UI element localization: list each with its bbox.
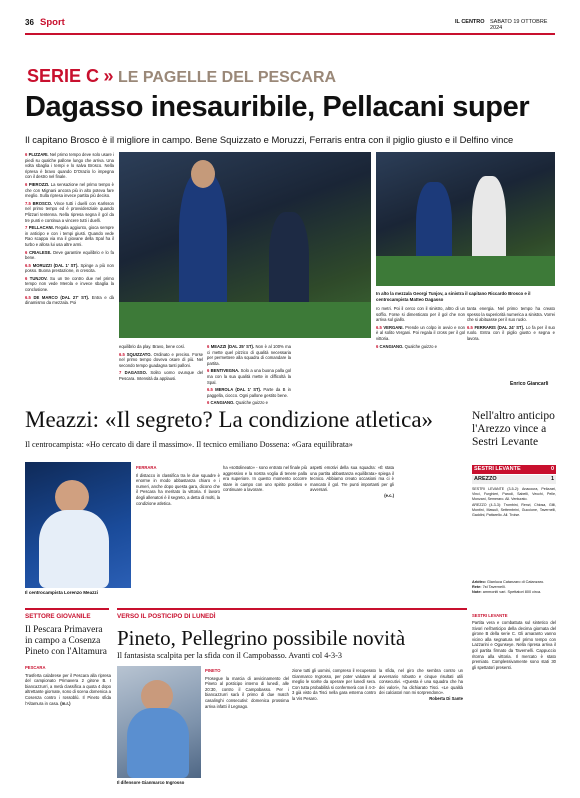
rating-grade: 6.5	[467, 324, 475, 330]
photo-ingrosso	[117, 666, 201, 778]
rating-grade: 6	[25, 275, 30, 281]
bottom-main-photo-caption: Il difensore Gianmarco Ingrosso	[117, 780, 185, 785]
score-row-away	[472, 475, 556, 484]
rating-player-name: FERRARIS (DAL 24' ST).	[474, 324, 526, 330]
rating-entry	[25, 295, 114, 306]
reti-value: 7st Tavernelli.	[482, 585, 506, 589]
rating-entry	[376, 344, 465, 350]
rating-entry	[207, 368, 291, 385]
rating-text: tanta energia. Nel primo tempo ha creato spesso la superiorità numerica a sinistra. Vorrei che si abituasse per il suo ruolo.	[467, 306, 555, 323]
rating-grade: 6.5	[25, 262, 33, 268]
photo-caption-top: In alto la mezzala Georgi Tunjov, a sinistra il capitano Riccardo Brosco e il centrocampista Matteo Dagasso	[376, 291, 531, 302]
kicker-separator: »	[103, 66, 114, 86]
rating-text: Lo fa per il suo ruolo. Entra con il piglio giusto e segna e lavora.	[467, 324, 556, 341]
rating-player-name: DAGASSO.	[124, 370, 151, 376]
ratings-column-1	[25, 152, 114, 388]
rating-text: La sensazione nel primo tempo è che con Mignani ancora più in alto poteva fare meglio. Sulla ripresa invece partita più deciso.	[25, 181, 115, 199]
rating-entry	[207, 344, 291, 366]
score-goals-home: 0	[550, 466, 554, 472]
rating-grade: 7.5	[25, 200, 33, 206]
rating-text: Parte da B in paggella, ciocco. Ogni pallone gestito bene.	[207, 387, 291, 398]
rating-text: Qualche guizzo e	[235, 400, 268, 406]
ratings-column-4	[376, 306, 465, 388]
rating-text: Vince tutti i duelli con Karlsson nel primo tempo ed è provvidenziale quando Plizzari tentenna. Nella ripresa segna il gol da tre punti e continua a vincere tutti i duelli.	[25, 200, 114, 223]
rating-entry	[467, 306, 555, 323]
rating-text: Su un tre contro due nel primo tempo non vede Merola e invece sbaglia la conclusione.	[25, 275, 114, 293]
rating-grade: 6	[25, 152, 29, 157]
rating-text: Prende un colpo in avvio e non è al solito Vergani. Poi regala il cross per il gol vittoria.	[376, 324, 465, 341]
rating-entry	[25, 225, 114, 247]
bottom-left-headline: Il Pescara Primavera in campo a Cosenza Pineto con l'Altamura	[25, 625, 107, 657]
article2-body-col1	[136, 465, 220, 595]
photo-meazzi	[25, 462, 131, 588]
rating-grade: 6.5	[25, 294, 34, 300]
rating-text: Non è al 100% ma ci mette quel pizzico di qualità necessaria per permettere alla squadra di comandare la partita.	[207, 344, 291, 366]
scoreboard	[472, 465, 556, 484]
rating-text: Qualche guizzo e	[404, 343, 437, 349]
rating-text: ro metri. Poi il cerco con il sinistro, altro di un soffio. Forse si dimenticato per il gol che non arriva sul giallo.	[376, 306, 465, 323]
rating-grade: 6	[207, 400, 211, 406]
rating-text: Deve garantire equilibrio e lo fa bene.	[25, 249, 114, 261]
bottom-left-author: (m.r.)	[60, 700, 71, 706]
referee-label: Arbitro:	[472, 580, 486, 584]
score-goals-away: 1	[550, 476, 554, 482]
rating-player-name: MEROLA (DAL 1' ST).	[215, 387, 264, 393]
rating-player-name: BENTIVEGNA.	[210, 368, 241, 374]
author-top: Enrico Giancarli	[510, 381, 549, 387]
ratings-column-5	[467, 306, 555, 378]
rating-player-name: BROSCO.	[32, 200, 54, 206]
header-rule	[25, 33, 555, 35]
note-label: Note:	[472, 590, 482, 594]
rating-entry	[25, 182, 114, 199]
masthead: IL CENTRO	[455, 19, 485, 25]
reti-label: Rete:	[472, 585, 482, 589]
kicker-title: LE PAGELLE DEL PESCARA	[117, 69, 337, 86]
ratings-column-2	[119, 344, 203, 388]
bottom-left-dateline: PESCARA	[25, 665, 46, 670]
main-subhead: Il capitano Brosco è il migliore in campo. Bene Squizzato e Moruzzi, Ferraris entra con il piglio giusto e il Delfino vince	[25, 134, 514, 145]
rating-player-name: TUNJOV.	[29, 275, 50, 281]
photo-tunjov	[119, 152, 371, 338]
rating-text: Regala aggiunto, gioca sempre in anticipo e con i tempi giusti. Quando vede Rao scappa via ma il giovane della Spal ha il turbo e allora lui usa altre armi.	[25, 225, 115, 247]
rating-entry	[25, 250, 114, 261]
page-number: 36	[25, 18, 34, 27]
article2-author: (e.c.)	[384, 492, 394, 498]
rating-grade: 6	[25, 249, 30, 255]
referee-name: Gianluca Catanzaro di Catanzaro.	[486, 580, 545, 584]
rating-entry	[25, 152, 114, 180]
rating-entry	[119, 344, 203, 350]
rating-entry	[25, 276, 114, 293]
rating-entry	[25, 201, 114, 223]
section-label: Sport	[40, 17, 65, 28]
rating-grade: 7	[119, 370, 125, 376]
sidebar-final: Cappuccio ritorna alla vittoria. Il mercato è stato premiato. Complessivamente sono stati 30 gli spettatori presenti.	[472, 647, 556, 670]
rating-entry	[467, 325, 555, 342]
ratings-column-3b	[293, 344, 373, 388]
rating-grade: 6.5	[207, 387, 216, 393]
kicker-series: SERIE C	[27, 66, 100, 86]
score-row-home	[472, 465, 556, 474]
bottom-main-rule	[117, 608, 467, 610]
photo-brosco-dagasso	[376, 152, 555, 286]
rating-player-name: VERGANI.	[383, 324, 406, 330]
bottom-left-section: SETTORE GIOVANILE	[25, 613, 91, 620]
bottom-left-body: PESCARA Trasferta calabrese per il Pescara alla ripresa del campionato Primavera 2 girone B. I biancazzurri, a metà classifica a quota 4 dopo altrettante giornate, sono di scena domenica a Cosenza contro i rossoblù. Il Pineto sfida l'Altamura in casa. (m.r.)	[25, 665, 111, 706]
rating-text: Solito uomo ovunque del Pescara. Intensità da applausi.	[119, 370, 203, 381]
bottom-left-rule	[25, 608, 109, 610]
page-header	[25, 18, 555, 32]
article2-headline: Meazzi: «Il segreto? La condizione atletica»	[25, 407, 434, 432]
rating-text: equilibrio da play. Bravo, bene così.	[119, 344, 186, 349]
sidebar-body: Partita vera e combattuta sul sintetico del Sivori nell'anticipo della decima giornata del girone B della serie C. Gli amaranto vanno vicino alla segnatura nel primo tempo con Lazzarini e Ogunseye. Nella ripresa arriva il gol partita firmato da Tavernelli. Cappuccio ritorna alla vittoria. Il mercato è stato premiato. Complessivamente sono stati 30 gli spettatori presenti.	[472, 620, 556, 670]
header-date: SABATO 19 OTTOBRE 2024	[490, 19, 548, 31]
main-headline: Dagasso inesauribile, Pellacani super	[25, 91, 530, 123]
rating-player-name: CANGIANO.	[210, 400, 236, 406]
rating-player-name: CRIALESE.	[29, 249, 54, 255]
rating-player-name: CANGIANO.	[379, 343, 405, 349]
ratings-column-3	[207, 344, 292, 406]
article2-dateline: FERRARA	[136, 465, 157, 470]
rating-entry	[207, 400, 291, 406]
rating-player-name: PIEROZZI.	[28, 181, 51, 187]
rating-text: Nel primo tempo deve solo usare i piedi su qualche pallone lungo che arriva. Una volta sbaglia i tempi e lo salva Brosco. Nella ripresa è bravo quando D'Orazio lo impegna con il destro nel finale.	[25, 152, 115, 180]
article2-photo-caption: Il centrocampista Lorenzo Meazzi	[25, 590, 99, 595]
bottom-main-body-col1: PINETO Prosegue la marcia di avvicinamento del Pineto al posticipo interno di lunedì, alle 20:30, contro il Campobasso. Per i biancazzurri sarà il primo di due match casalinghi consecutivi: domenica prossima arriva infatti il Legnago.	[205, 668, 289, 709]
rating-entry	[376, 306, 465, 323]
rating-grade: 7	[25, 225, 29, 231]
article2-body-text: Il distacco in classifica tra le due squadre è enorme in modo abbastanza chiaro e i numeri, anche dopo questa gara, dicono che il Pescara ha meritato la vittoria. Il lavoro degli allenatori è il segreto, a detta di molti, la condizione atletica.	[136, 472, 220, 506]
rating-player-name: SQUIZZATO.	[126, 351, 154, 357]
rating-grade: 6	[376, 343, 380, 349]
rating-player-name: PELLACANI.	[28, 225, 56, 231]
rating-entry	[119, 370, 203, 381]
rating-text: Ordinato e preciso. Forse nel primo tempo doveva osare di più. Nel secondo tempo guadagna tanti palloni.	[119, 351, 203, 368]
bottom-main-body-col2: zione tutti gli uomini, compreso il recuperato Gianmarco Ingrosso, per poter valutare al meglio le scelte da operare per lunedì sera. Con tutta probabilità si confermerà con il 4-3-3 già visto da Tisci nella gara esterna contro la Vis Pesaro.	[292, 668, 376, 701]
bottom-main-headline: Pineto, Pellegrino possibile novità	[117, 626, 406, 650]
rating-entry	[376, 325, 465, 342]
article2-subhead: Il centrocampista: «Ho cercato di dare il massimo». Il tecnico emiliano Dossena: «Gara equilibrata»	[25, 440, 353, 449]
sidebar-lineups: SESTRI LEVANTE (3-5-2): Anacoura, Pelizzari, Vinci, Furghieri, Parodi, Sabelli, Vecchi, Pelle, Monzani, Semeraro. All. Venturato. AREZZO (4-3-3): Trombini, Renzi, Chiosa, Gilli, Montini, Mawuli, Settembrini, Guccione, Tavernelli, Gaddini, Pattarello. All. Troise.	[472, 487, 556, 517]
bottom-main-subhead: Il fantasista scalpita per la sfida con il Campobasso. Avanti col 4-3-3	[117, 651, 342, 660]
rating-entry	[207, 387, 291, 398]
sidebar-referee: Arbitro: Gianluca Catanzaro di Catanzaro. Rete: 7st Tavernelli. Note: ammoniti vari. Spettatori 800 circa.	[472, 580, 545, 594]
article2-body-col3: aspetti emotivi della sua squadra: «È stata una partita abbastanza equilibrata» spiega il tecnico. Abbiamo creato occasioni ma ci è mancato il gol. Tre punti importanti per gli avversari. (e.c.)	[310, 465, 394, 498]
bottom-main-body-col3: la sfida, nel giro che sembra contro un avversario robusto e cinque risultati utili consecutivi. «Questa è una squadra che ha dei valori», ha dichiarato Tisci. «Le qualità dei calciatori non mi sorprendono». Roberta Di Sante	[379, 668, 463, 701]
rating-text: Solo a una buona palla gol ma con la sua qualità mette in difficoltà la Spal.	[207, 368, 292, 385]
bottom-main-author: Roberta Di Sante	[429, 695, 463, 701]
bottom-main-dateline: PINETO	[205, 668, 221, 673]
rating-grade: 6	[25, 181, 29, 187]
sidebar-title: Nell'altro anticipo l'Arezzo vince a Sestri Levante	[472, 410, 555, 448]
rating-grade: 6.5	[119, 351, 127, 357]
article2-body-col2: ha «sottolineato» - sono entrato nel finale più aggressivo e la nostra voglia di tenere palla era superiore. In questo momento occorre stare in campo con uno spirito positivo e continuare a lavorare.	[223, 465, 307, 493]
rating-entry	[119, 352, 203, 369]
rating-grade: 6	[207, 344, 211, 349]
bottom-main-kicker: VERSO IL POSTICIPO DI LUNEDÌ	[117, 613, 216, 620]
rating-player-name: PLIZZARI.	[28, 152, 50, 157]
rating-grade: 6.5	[376, 324, 384, 330]
rating-text: Spinge a più non posso. Buona prestazione, in crescita.	[25, 262, 114, 274]
rating-grade: 6	[207, 368, 211, 374]
rating-player-name: MEAZZI (DAL 25' ST).	[210, 344, 256, 349]
rating-text: Entra e dà dinamismo da mezzala. Poi	[25, 294, 114, 306]
sidebar-byline: SESTRI LEVANTE	[472, 613, 508, 618]
rating-player-name: MORUZZI (DAL 1' ST).	[32, 262, 81, 268]
score-team-home: SESTRI LEVANTE	[474, 466, 521, 472]
score-team-away: AREZZO	[474, 476, 497, 482]
rating-player-name: DE MARCO (DAL 27' ST).	[33, 294, 92, 300]
rating-entry	[25, 263, 114, 274]
kicker	[27, 66, 336, 87]
